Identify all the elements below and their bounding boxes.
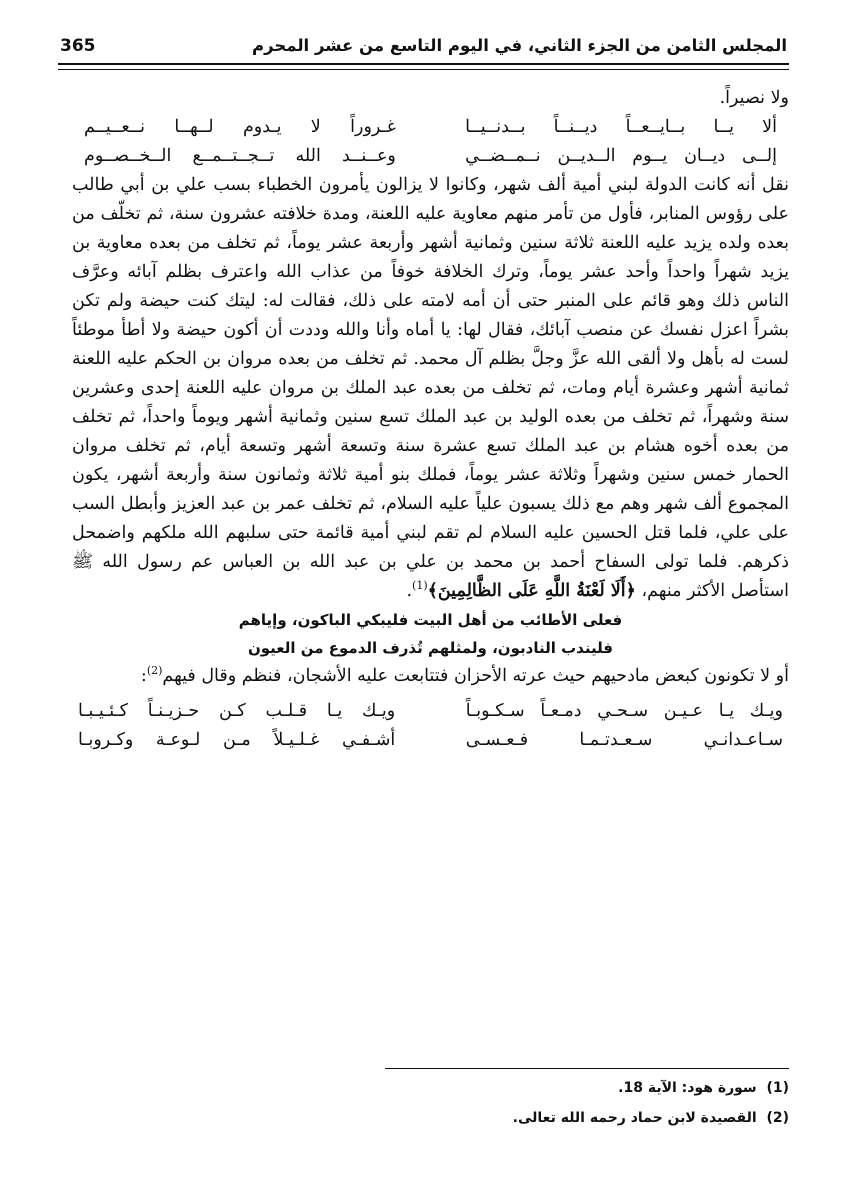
footnote-rule: [385, 1068, 789, 1069]
verse-line: [78, 726, 783, 755]
verse-hemistich-first: ويـك يـا عـيـن سـحـي دمـعـاً سـكـوبـاً: [465, 701, 783, 721]
verse-hemistich-second: غـروراً لا يـدوم لــهــا نــعــيــم: [84, 117, 396, 137]
verse-hemistich-first: سـاعـدانـي سـعـدتـمـا فـعـسـى: [465, 730, 783, 750]
verse-hemistich-first: إلــى ديــان يــوم الــديــن نــمــضــي: [465, 146, 777, 166]
page-number: 365: [60, 36, 96, 56]
verse-line: [78, 697, 783, 726]
poem-block-1: [72, 113, 789, 171]
page-header: [60, 30, 787, 64]
opening-line: ولا نصيراً.: [719, 88, 789, 108]
verse-line: [84, 142, 777, 171]
paragraph-intro-poem: أو لا تكونون كبعض مادحيهم حيث عرته الأحزان فتتابعت عليه الأشجان، فنظم وقال فيهم$^{(2)}$:: [140, 664, 789, 686]
footnote-2: (2) القصيدة لابن حماد رحمه الله تعالى.: [512, 1110, 789, 1126]
footnote-ref-2: (2): [146, 664, 163, 678]
main-text: [72, 84, 789, 755]
footnote-1: (1) سورة هود: الآية 18.: [618, 1080, 789, 1096]
footnote-ref-1: (1): [412, 579, 428, 593]
verse-hemistich-second: وعــنــد الله تــجــتــمــع الــخــصــوم: [84, 146, 396, 166]
poem-block-2: [72, 697, 789, 755]
verse-hemistich-second: أشـفـي غـلـيـلاً مـن لـوعـة وكـروبـا: [78, 730, 396, 750]
running-title: المجلس الثامن من الجزء الثاني، في اليوم التاسع من عشر المحرم: [252, 36, 787, 55]
quran-quote: ﴿أَلَا لَعْنَةُ اللَّهِ عَلَى الظَّالِمِينَ﴾: [427, 581, 636, 601]
verse-hemistich-second: ويـك يـا قـلـب كـن حـزيـنـاً كـئـيـبـا: [78, 701, 396, 721]
highlighted-couplet: [72, 606, 789, 662]
footnotes: [69, 1073, 789, 1133]
couplet-line-1: فعلى الأطائب من أهل البيت فليبكي الباكون، وإياهم: [238, 611, 623, 629]
header-rule-thick: [58, 63, 789, 65]
verse-line: [84, 113, 777, 142]
couplet-line-2: فليندب النادبون، ولمثلهم تُذرف الدموع من العيون: [247, 639, 614, 657]
header-rule-thin: [58, 69, 789, 70]
paragraph-history: نقل أنه كانت الدولة لبني أمية ألف شهر، وكانوا لا يزالون يأمرون الخطباء بسب علي بن أبي طالب على رؤوس المنابر، فأول من تأمر منهم معاوية عليه اللعنة، ومدة خلافته عشرون سنة، ثم تخلّف من بعده ولده يزيد عليه اللعنة ثلاثة سنين وثمانية أشهر وأربعة عشر يوماً، ثم تخلف من بعده معاوية بن يزيد شهراً واحداً وأحد عشر يوماً، وترك الخلافة خوفاً من عذاب الله واعترف بظلم آبائه وعرَّف الناس ذلك وهو قائم على المنبر حتى أن أمه لامته على ذلك، فقالت له: ليتك كنت حيضة ولم تكن بشراً اعزل نفسك عن منصب آبائك، فقال لها: يا أماه وأنا والله وددت أن أكون حيضة ولا أطأ موطئاً لست له بأهل ولا ألقى الله عزَّ وجلَّ بظلم آل محمد. ثم تخلف من بعده مروان بن الحكم عليه اللعنة ثمانية أشهر وعشرة أيام ومات، ثم تخلف من بعده عبد الملك بن مروان عليه اللعنة إحدى وعشرين سنة وشهراً، ثم تخلف من بعده الوليد بن عبد الملك تسع سنين وثمانية أشهر ويوماً واحداً، ثم تخلف من بعده أخوه هشام بن عبد الملك تسع عشرة سنة وتسعة أشهر وتسعة أيام، ثم تخلف مروان الحمار خمس سنين وشهراً وثلاثة عشر يوماً، فملك بنو أمية ثلاثة وثمانون سنة وأربعة أشهر، يكون المجموع ألف شهر وهم مع ذلك يسبون علياً عليه السلام، ثم تخلف عمر بن عبد العزيز وأبطل السب على علي، فلما قتل الحسين عليه السلام لم تقم لبني أمية قائمة حتى سلبهم الله ملكهم واضمحل ذكرهم. فلما تولى السفاح أحمد بن محمد بن علي بن عبد الله بن العباس عم رسول الله ﷺ استأصل الأكثر منهم، ﴿أَلَا لَعْنَةُ اللَّهِ عَلَى الظَّالِمِينَ﴾$^{(1)}$.: [72, 175, 789, 601]
verse-hemistich-first: ألا يــا بــايــعــاً ديــنــاً بــدنــيــا: [465, 117, 777, 137]
